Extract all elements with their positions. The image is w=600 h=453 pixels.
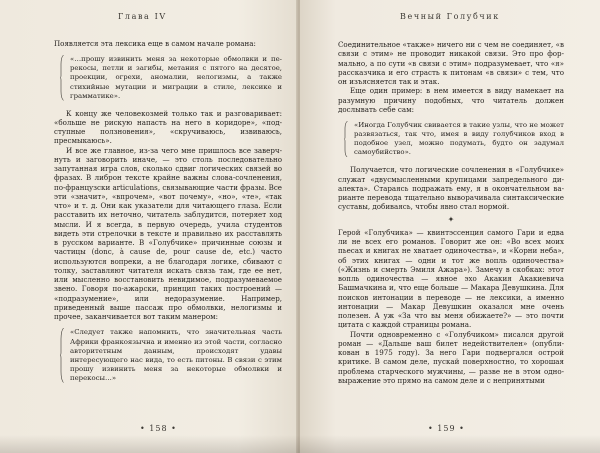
quote-brace-icon <box>344 121 348 157</box>
paragraph: Еще один пример: в нем имеется в виду намекает на разумную причину подобных, что читатель должен дослывать себе сам: <box>338 86 564 114</box>
folio-number: 158 <box>149 424 168 433</box>
left-page-text <box>54 39 282 391</box>
paragraph: И все же главное, из-за чего мне пришлось все заверчнуть и заговорить иначе, — это столь последовательно запутанная игра слов, сколько сдвиг логических связей во фразах. В либрон тексте крайне важны слова-сочленения, по-французски articulations, связывающие части фразы. Все эти «значит», «впрочем», «вот почему», «но», «те», «так что» и т. д. Они как указатели для читающего глаза. Если расставить их неточно, читатель заблудится, потеряет ход мысли. И я всегда, в первую очередь, учила студентов видеть эти стрелочки в тексте и правильно их расставлять в русском варианте. В «Голубчике» причинные союзы и частицы (donc, à cause de, pour cause de, etc.) часто используются вопреки, а не благодаря логике, сбивают с толку, заставляют читателя искать связь там, где ее нет, или мысленно восстановить невидимое, подразумеваемое звено. Говоря по-ажарски, принцип таких построений — «подразумение», или недоразумение. Например, приведенный выше пассаж про обмолвки, нелогизмы и прочее, заканчивается вот таким манером: <box>54 145 282 322</box>
quote-text: «Следует также напомнить, что значительная часть Африки франкоязычна и именно из этой части, согласно авторитетным данным, происходят удавы интересующего нас вида, то есть питоны. В связи с этим прошу извинить меня за некоторые обмолвки и перекосы…» <box>70 328 282 382</box>
page-number-left: • 158 • <box>140 424 177 433</box>
paragraph: К концу же человекозмей только так и разговаривает: «больше не рискую напасть на него в коридоре», «подступные ползновения», «скручиваюсь, извиваюсь, пресмыкаюсь». <box>54 108 282 146</box>
page-number-right: • 159 • <box>428 424 465 433</box>
block-quote <box>60 328 282 383</box>
folio-number: 159 <box>437 424 456 433</box>
block-quote <box>60 55 282 100</box>
block-quote <box>344 121 564 157</box>
right-page-text <box>338 40 564 385</box>
left-page <box>0 0 298 453</box>
paragraph: Появляется эта лексика еще в самом начале романа: <box>54 39 256 48</box>
quote-brace-icon <box>60 55 64 100</box>
running-head-left: Глава IV <box>118 12 167 21</box>
quote-brace-icon <box>60 328 64 383</box>
running-head-right: Вечный Голубчик <box>400 12 500 21</box>
paragraph: Герой «Голубчика» — квинтэссенция самого Гари и едва ли не всех его романов. Говорит же он: «Во всех моих пьесах и книгах не хватает одиночества», и «Корни неба», об этих книгах — одни и тот же вопль одиночества» («Жизнь и смерть Эмиля Ажара»). Замечу в скобках: этот вопль одиночества — явное эхо Акакия Акакиевича Башмачкина и, что еще больше — Макара Девушкина. Для поисков интонации в переводе — не лексики, а именно интонации — Макар Девушкин оказался мне очень полезен. А уж «За что вы меня обижаете?» — это почти цитата с каждой страницы романа. <box>338 227 564 330</box>
section-ornament-icon: ✦ <box>447 214 455 224</box>
quote-text: «Иногда Голубчик свивается в такие узлы, что не может развязаться, так что, имея в виду голубчиков вход в подобное узел, можно подумать, будто он задумал самоубийство». <box>354 121 564 157</box>
paragraph: Получается, что логические сочленения в «Голубчике» служат «двусмысленными крупицами запредельного диалекта». Стараясь подражать ему, я в окончательном варианте перевода тщательно выворачивала синтаксические суставы, добиваясь, чтобы явно стал нормой. <box>338 165 564 212</box>
paragraph: Соединительное «также» ничего ни с чем не соединяет, «в связи с этим» не проводит никакой связи. Это про формально, а по сути «в связи с этим» подразумевает, что «я» рассказчика и его страсть к питонам «в связи» с тем, что он изъясняется так и этак. <box>338 40 564 86</box>
quote-text: «…прошу извинить меня за некоторые обмолвки и перекосы, петли и загибы, метания с пятого на десятое, проекции, огрехи, аномалии, нелогизмы, а также стихийные мутации и миграции в стиле, лексике и грамматике». <box>70 55 282 100</box>
page-shadow <box>0 435 600 453</box>
paragraph: Почти одновременно с «Голубчиком» писался другой роман — «Дальше ваш билет недействителен» (опубликован в 1975 году). За него Гари подвергался острой критике. В самом деле, пускай поверхностно, то хорошая проблема старческого мужчины, — разве не в этом одновыражение это прямо на самом деле и с непринятыми <box>338 329 564 385</box>
right-page <box>300 0 600 453</box>
